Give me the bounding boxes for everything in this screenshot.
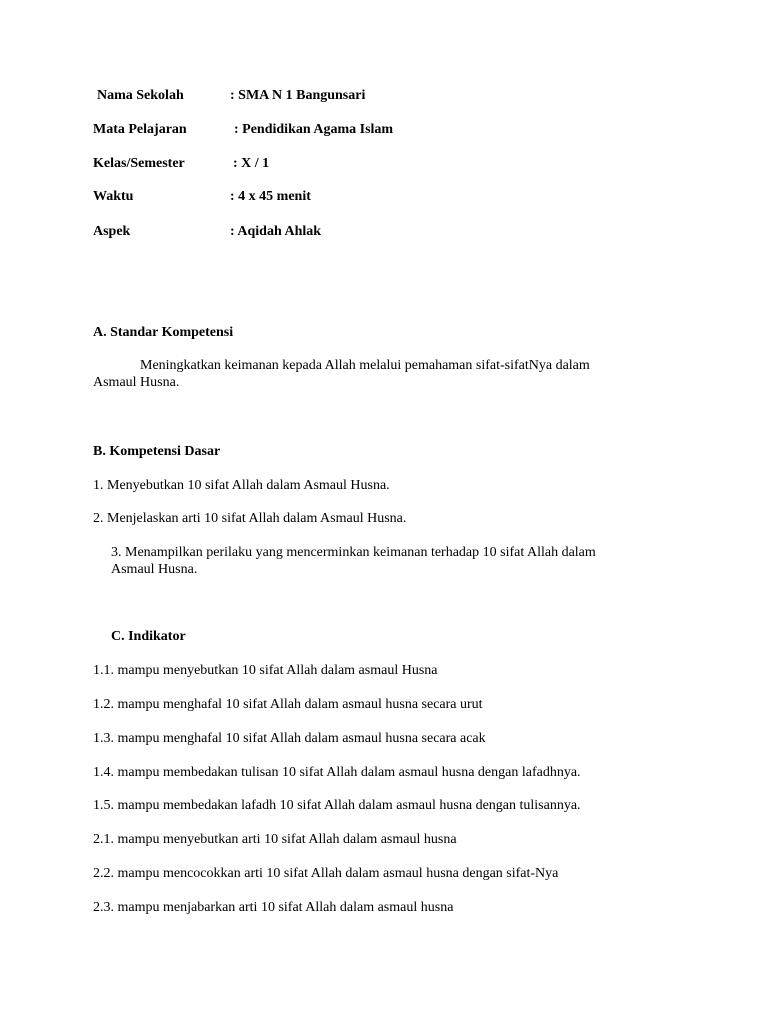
indikator-item: 2.1. mampu menyebutkan arti 10 sifat Allah dalam asmaul husna bbox=[93, 832, 457, 847]
value-mata-pelajaran: : Pendidikan Agama Islam bbox=[234, 122, 394, 137]
indikator-item: 1.2. mampu menghafal 10 sifat Allah dalam asmaul husna secara urut bbox=[93, 697, 483, 712]
label-mata-pelajaran: Mata Pelajaran bbox=[93, 122, 187, 137]
label-kelas-semester: Kelas/Semester bbox=[93, 156, 185, 171]
section-b-item-2: 2. Menjelaskan arti 10 sifat Allah dalam Asmaul Husna. bbox=[93, 511, 407, 526]
section-a-paragraph-line1: Meningkatkan keimanan kepada Allah melalui pemahaman sifat-sifatNya dalam bbox=[140, 358, 590, 373]
value-nama-sekolah: : SMA N 1 Bangunsari bbox=[230, 88, 366, 103]
indikator-item: 1.5. mampu membedakan lafadh 10 sifat Allah dalam asmaul husna dengan tulisannya. bbox=[93, 798, 581, 813]
label-aspek: Aspek bbox=[93, 224, 131, 239]
section-a-paragraph-line2: Asmaul Husna. bbox=[93, 375, 180, 390]
section-a-heading: A. Standar Kompetensi bbox=[93, 325, 234, 340]
section-b-heading: B. Kompetensi Dasar bbox=[93, 444, 221, 459]
section-b-item-3-line1: 3. Menampilkan perilaku yang mencerminkan keimanan terhadap 10 sifat Allah dalam bbox=[111, 545, 596, 560]
value-waktu: : 4 x 45 menit bbox=[230, 189, 311, 204]
section-b-item-3-line2: Asmaul Husna. bbox=[111, 562, 198, 577]
section-b-item-1: 1. Menyebutkan 10 sifat Allah dalam Asmaul Husna. bbox=[93, 478, 390, 493]
value-aspek: : Aqidah Ahlak bbox=[230, 224, 322, 239]
label-waktu: Waktu bbox=[93, 189, 134, 204]
indikator-item: 2.3. mampu menjabarkan arti 10 sifat Allah dalam asmaul husna bbox=[93, 900, 454, 915]
label-nama-sekolah: Nama Sekolah bbox=[97, 88, 184, 103]
indikator-item: 1.4. mampu membedakan tulisan 10 sifat Allah dalam asmaul husna dengan lafadhnya. bbox=[93, 765, 581, 780]
section-c-heading: C. Indikator bbox=[111, 629, 186, 644]
indikator-item: 1.1. mampu menyebutkan 10 sifat Allah dalam asmaul Husna bbox=[93, 663, 438, 678]
indikator-item: 1.3. mampu menghafal 10 sifat Allah dalam asmaul husna secara acak bbox=[93, 731, 486, 746]
indikator-item: 2.2. mampu mencocokkan arti 10 sifat Allah dalam asmaul husna dengan sifat-Nya bbox=[93, 866, 559, 881]
value-kelas-semester: : X / 1 bbox=[233, 156, 270, 171]
